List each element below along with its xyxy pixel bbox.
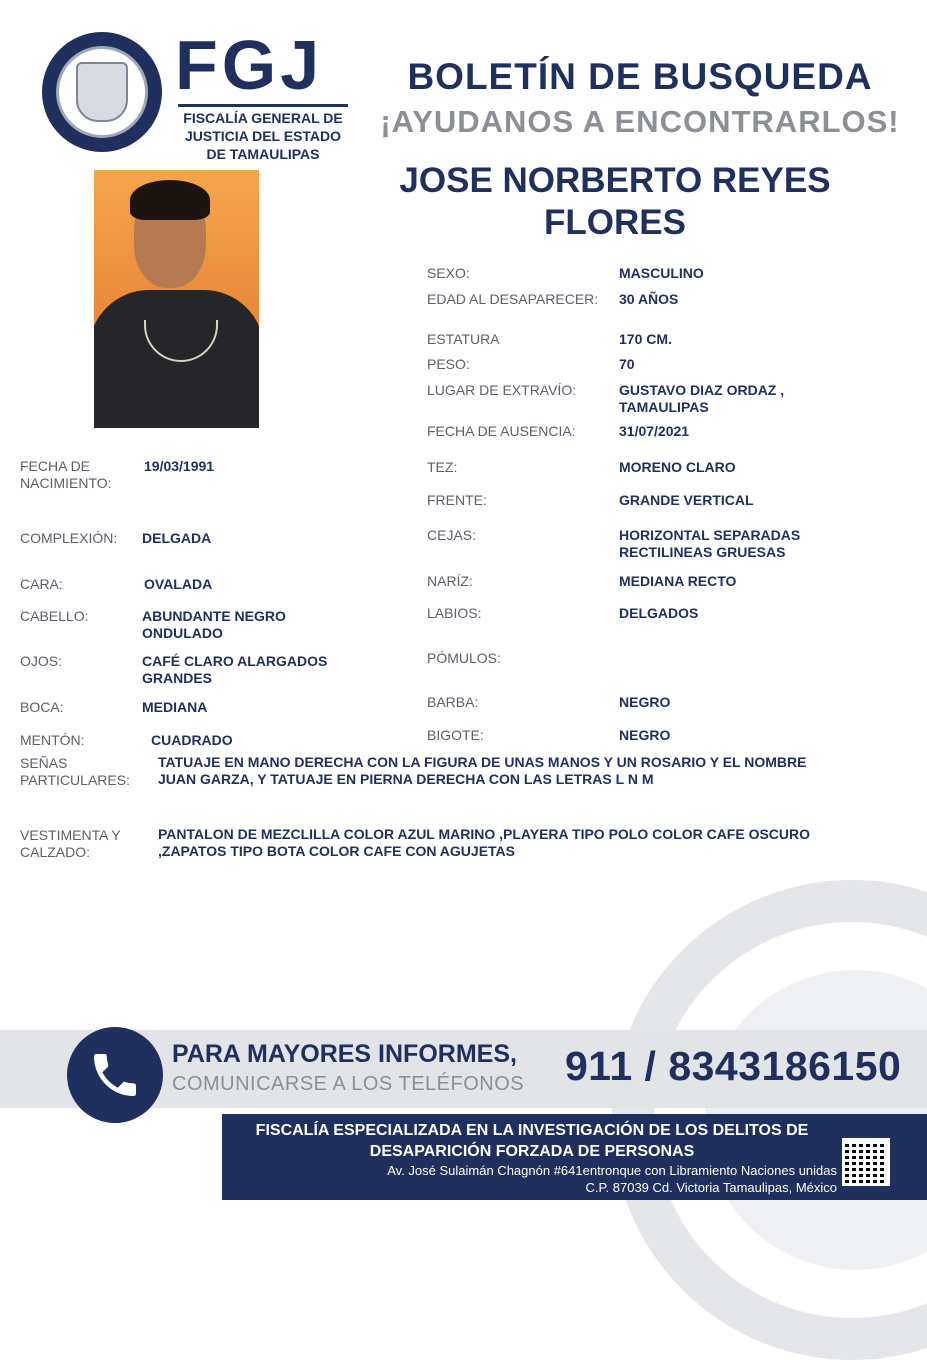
field-value: NEGRO [619,727,671,743]
field-value: ABUNDANTE NEGRO ONDULADO [142,608,286,641]
agency-address [222,1162,837,1196]
field-value: 30 AÑOS [619,291,679,307]
field-value: CAFÉ CLARO ALARGADOS GRANDES [142,653,328,686]
field-label: LUGAR DE EXTRAVÍO: [427,382,577,398]
field-label: CABELLO: [20,608,89,624]
field-label: NARÍZ: [427,573,473,589]
field-value: DELGADA [142,530,212,546]
photo-hair [130,180,210,220]
field-label: BOCA: [20,699,64,715]
logo-subtitle [172,109,354,163]
agency-name-line-1: FISCALÍA ESPECIALIZADA EN LA INVESTIGACIÓN DE LOS DELITOS DE [255,1122,809,1139]
name-line-2: FLORES [544,203,686,242]
field-value: MEDIANA RECTO [619,573,737,589]
field-value: OVALADA [144,576,213,592]
qr-code-icon[interactable] [842,1138,890,1186]
logo-subtitle-line-2: JUSTICIA DEL ESTADO [184,128,342,144]
field-label: TEZ: [427,459,458,475]
phone-number[interactable]: 911 / 8343186150 [565,1043,902,1089]
logo-subtitle-line-1: FISCALÍA GENERAL DE [183,110,343,126]
bulletin-title: BOLETÍN DE BUSQUEDA [407,56,873,97]
field-value: 70 [619,356,635,372]
field-label: FECHA DE NACIMIENTO: [20,458,112,491]
bulletin-subtitle: ¡AYUDANOS A ENCONTRARLOS! [380,104,900,139]
field-value: GRANDE VERTICAL [619,492,754,508]
field-value: MORENO CLARO [619,459,736,475]
field-value: CUADRADO [151,732,233,748]
field-label: ESTATURA [427,331,500,347]
field-label: PESO: [427,356,470,372]
state-seal-icon [76,62,128,122]
field-value: 19/03/1991 [144,458,215,474]
field-label: EDAD AL DESAPARECER: [427,291,599,307]
field-value: DELGADOS [619,605,699,621]
address-line-1: Av. José Sulaimán Chagnón #641entronque con Libramiento Naciones unidas [387,1163,837,1178]
field-value: GUSTAVO DIAZ ORDAZ , TAMAULIPAS [619,382,785,415]
field-label: OJOS: [20,653,63,669]
field-value: MEDIANA [142,699,208,715]
field-label: SEÑAS PARTICULARES: [20,755,130,788]
field-label: SEXO: [427,265,470,281]
field-label: CARA: [20,576,63,592]
field-value: PANTALON DE MEZCLILLA COLOR AZUL MARINO ,PLAYERA TIPO POLO COLOR CAFE OSCURO ,ZAPATOS TIPO BOTA COLOR CAFE CON AGUJETAS [158,826,811,859]
field-value: HORIZONTAL SEPARADAS RECTILINEAS GRUESAS [619,527,801,560]
more-info-heading: PARA MAYORES INFORMES, [172,1040,517,1068]
agency-name-line-2: DESAPARICIÓN FORZADA DE PERSONAS [369,1143,695,1160]
agency-name [222,1120,842,1162]
fgj-logo-text: FGJ [175,26,324,104]
phone-icon [67,1027,163,1123]
field-value: MASCULINO [619,265,704,281]
field-label: FECHA DE AUSENCIA: [427,423,576,439]
name-line-1: JOSE NORBERTO REYES [399,161,831,200]
field-label: BIGOTE: [427,727,484,743]
person-photo [94,170,259,428]
field-value: TATUAJE EN MANO DERECHA CON LA FIGURA DE UNAS MANOS Y UN ROSARIO Y EL NOMBRE JUAN GARZA, Y TATUAJE EN PIERNA DERECHA CON LAS LETRAS L N M [158,754,807,787]
field-label: LABIOS: [427,605,482,621]
field-label: BARBA: [427,694,479,710]
logo-divider [178,104,348,107]
field-value: 31/07/2021 [619,423,690,439]
field-label: FRENTE: [427,492,487,508]
field-label: PÓMULOS: [427,650,501,666]
field-value: 170 CM. [619,331,672,347]
logo-subtitle-line-3: DE TAMAULIPAS [206,146,320,162]
field-label: CEJAS: [427,527,477,543]
field-label: VESTIMENTA Y CALZADO: [20,827,121,860]
call-text: COMUNICARSE A LOS TELÉFONOS [172,1073,525,1095]
missing-person-name [380,160,850,244]
field-label: MENTÓN: [20,732,85,748]
address-line-2: C.P. 87039 Cd. Victoria Tamaulipas, México [585,1180,837,1195]
field-value: NEGRO [619,694,671,710]
field-label: COMPLEXIÓN: [20,530,118,546]
